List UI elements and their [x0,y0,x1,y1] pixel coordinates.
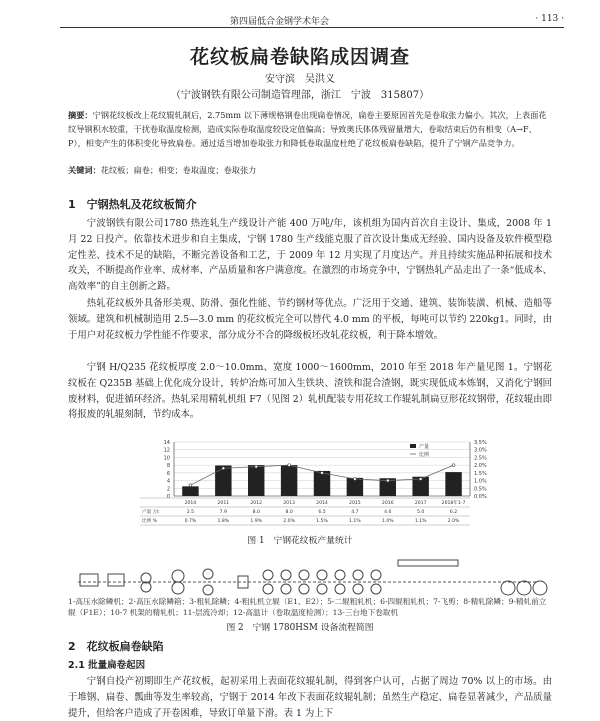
data-label: 2.0% [447,519,460,524]
ratio-point [321,471,324,474]
finishing-stand-roll [263,584,273,594]
finishing-stand-roll [317,570,327,580]
legend-label: 产量 [419,444,430,450]
y-tick-label: 0 [166,494,170,500]
production-bar [182,486,198,496]
paper-affiliation: （宁波钢铁有限公司制造管理部，浙江 宁波 315807） [170,90,430,101]
production-bar [314,471,330,496]
y2-tick-label: 0.5% [474,486,487,493]
finishing-stand-roll [353,584,363,594]
ratio-point [452,464,455,467]
production-bar [215,466,231,496]
data-label: 4.6 [384,510,392,515]
figure-2-caption: 图 2 宁钢 1780HSM 设备流程简图 [226,623,374,633]
data-label: 1.1% [414,519,427,524]
x-tick-label: 2013 [283,501,295,506]
data-label: 1.5% [316,519,328,524]
roughing-roll [172,570,184,582]
finishing-stand-roll [281,570,291,580]
finishing-stand-roll [299,570,309,580]
data-label: 2.5 [186,510,195,515]
x-tick-label: 2015 [349,501,361,506]
running-header [60,12,564,28]
paper-title: 花纹板扁卷缺陷成因调查 [189,46,410,68]
row-label: 产量 万t [142,510,160,515]
hsm-flow-diagram [68,540,548,600]
legend-bar-swatch [410,444,416,448]
y-tick-label: 4 [166,478,170,485]
y-tick-label: 2 [166,486,170,493]
downcoiler [533,581,547,595]
data-label: 6.2 [449,510,458,515]
y2-tick-label: 2.5% [474,455,487,462]
roughing-roll [172,582,184,594]
section-2-1-heading: 2.1 批量扁卷起因 [68,660,146,671]
y-tick-label: 6 [166,470,170,477]
ratio-point [386,479,389,482]
descaling-box [108,574,124,586]
data-label: 2.0% [283,519,295,524]
data-label: 7.9 [219,510,227,515]
data-label: 6.5 [318,510,326,515]
keywords-text: 花纹板；扁卷；相变；卷取温度；卷取张力 [100,165,257,175]
y2-tick-label: 0.0% [474,494,487,500]
x-tick-label: 2018年1-7 [441,501,466,506]
y-tick-label: 8 [166,463,170,470]
descaler-box [80,574,98,586]
downcoiler [501,581,515,595]
data-label: 0.7% [184,519,197,524]
ratio-point [255,465,258,468]
keywords [68,165,552,176]
abstract-label: 摘要： [68,110,93,120]
finishing-stand-roll [317,584,327,594]
abstract [68,108,552,150]
y2-tick-label: 1.5% [474,470,487,477]
abstract-text: 宁钢花纹板改上花纹辊轧制后，2.75mm 以下薄规格钢卷出现扁卷情况，扁卷主要原因首先是卷取张力偏小。其次，上表面花纹导钢积水较重，干扰卷取温度检测，造成实际卷取温度较设定值偏高；导致奥氏体体残留量增大，卷取结束后仍有相变（A→F、P），相变产生的体积变化导致扁卷。通过适当增加卷取张力和降低卷取温度杜绝了花纹板扁卷缺陷，提升了宁钢产品竞争力。 [68,110,547,148]
section-2-paragraph-1: 宁钢自投产初期即生产花纹板，起初采用上表面花纹辊轧制，得到客户认可，占据了周边 70% 以上的市场。由于堆钢、扁卷、瓢曲等发生率较高，宁钢于 2014 年改下表面花纹辊轧制；虽然生产稳定、扁卷显著减少，产品质量提升，但给客户造成了开卷困难，导致订单量下滑。表 1 为上下 [68,676,552,719]
x-tick-label: 2014 [316,501,328,506]
data-label: 8.0 [252,510,260,515]
laminar-cooling [398,560,458,566]
y2-tick-label: 2.0% [474,463,487,470]
keywords-label: 关键词： [68,165,101,175]
data-label: 1.8% [217,519,230,524]
figure-2-legend: 1-高压水除鳞机；2-高压水除鳞箱；3-粗轧除鳞；4-粗轧机立辊（E1、E2）；5-二辊粗轧机；6-四辊粗轧机；7-飞剪；8-精轧除鳞；9-精轧前立辊（F1E）；10-7 机架的精轧机；11-层流冷却；12-高温计（卷取温度检测）；13-三台地下卷取机 [68,597,547,617]
data-label: 8.0 [285,510,293,515]
four-high-roll [203,585,213,595]
ratio-point [353,478,356,481]
finishing-stand-roll [263,570,273,580]
x-tick-label: 2012 [250,501,263,506]
finishing-stand-roll [299,584,309,594]
finishing-stand-roll [371,570,381,580]
section-1-paragraph-2: 热轧花纹板外具备形美观、防滑、强化性能、节约钢材等优点。广泛用于交通、建筑、装饰装潢、机械、造船等领域。建筑和机械制造用 2.5—3.0 mm 的花纹板完全可以替代 4.0 mm 的平板，每吨可以节约 220kg1。同时，由于用户对花纹板力学性能不作要求，部分成分不合的降级板坯改轧花纹板，利于降本增效。 [68,298,552,341]
x-tick-label: 2010 [184,501,197,506]
downcoiler [517,581,531,595]
y-tick-label: 12 [163,447,170,454]
production-bar [445,472,461,496]
data-label: 1.1% [349,519,361,524]
ratio-point [222,467,225,470]
y2-tick-label: 3.0% [474,447,487,454]
section-1-paragraph-3: 宁钢 H/Q235 花纹板厚度 2.0～10.0mm、宽度 1000～1600mm，2010 年至 2018 年产量见图 1。宁钢花纹板在 Q235B 基础上优化成分设计，转炉冶炼可加入生铁块、渣铁和混合渣钢，既实现低成本炼钢，又消化宁钢回废材料，促进循环经济。热轧采用精轧机组 F7（见图 2）轧机配装专用花纹工作辊轧制扁豆形花纹钢带，花纹辊由即将报废的轧辊刻制，节约成本。 [68,362,552,421]
legend-label: 比例 [419,452,430,458]
y2-tick-label: 3.5% [474,440,487,446]
section-2-heading: 2 花纹板扁卷缺陷 [68,640,164,653]
finishing-stand-roll [281,584,291,594]
x-tick-label: 2016 [381,501,394,506]
finishing-stand-roll [353,570,363,580]
y2-tick-label: 1.0% [474,478,487,485]
figure-1-caption: 图 1 宁钢花纹板产量统计 [247,536,353,546]
row-label: 比例 % [142,519,158,524]
section-1-heading: 1 宁钢热轧及花纹板简介 [68,198,197,211]
ratio-point [419,478,422,481]
four-high-roll [203,569,213,579]
journal-name: 第四届低合金钢学术年会 [230,17,330,27]
y-tick-label: 14 [163,440,170,446]
page-number: · 113 · [535,14,564,24]
finishing-stand-roll [371,584,381,594]
finishing-stand-roll [335,584,345,594]
x-tick-label: 2011 [217,501,230,506]
ratio-point [288,464,291,467]
production-chart [130,436,510,532]
data-label: 5.0 [417,510,425,515]
x-tick-label: 2017 [414,501,427,506]
production-bar [248,465,264,496]
y-tick-label: 10 [163,455,170,462]
data-label: 1.0% [381,519,394,524]
section-1-paragraph-1: 宁波钢铁有限公司1780 热连轧生产线设计产能 400 万吨/年，该机组为国内首次自主设计、集成，2008 年 1 月 22 日投产。依靠技术进步和自主集成，宁钢 1780 生产线能克服了首次设计集成无经验、国内设备及软件模型稳定性差、技术不足的缺陷，不断完善设备和工艺，于 2009 年 12 月实现了月度达产。并且持续实施品种拓展和技术攻关，不断提高作业率、成材率、产品质量和客户满意度。在激烈的市场竞争中，宁钢热轧产品走出了一条“低成本、高效率”的自主创新之路。 [68,218,552,293]
data-label: 1.9% [250,519,263,524]
data-label: 4.7 [351,510,359,515]
ratio-point [189,484,192,487]
paper-authors: 安守滨 吴洪义 [265,74,335,85]
finishing-stand-roll [335,570,345,580]
production-bar [281,465,297,496]
